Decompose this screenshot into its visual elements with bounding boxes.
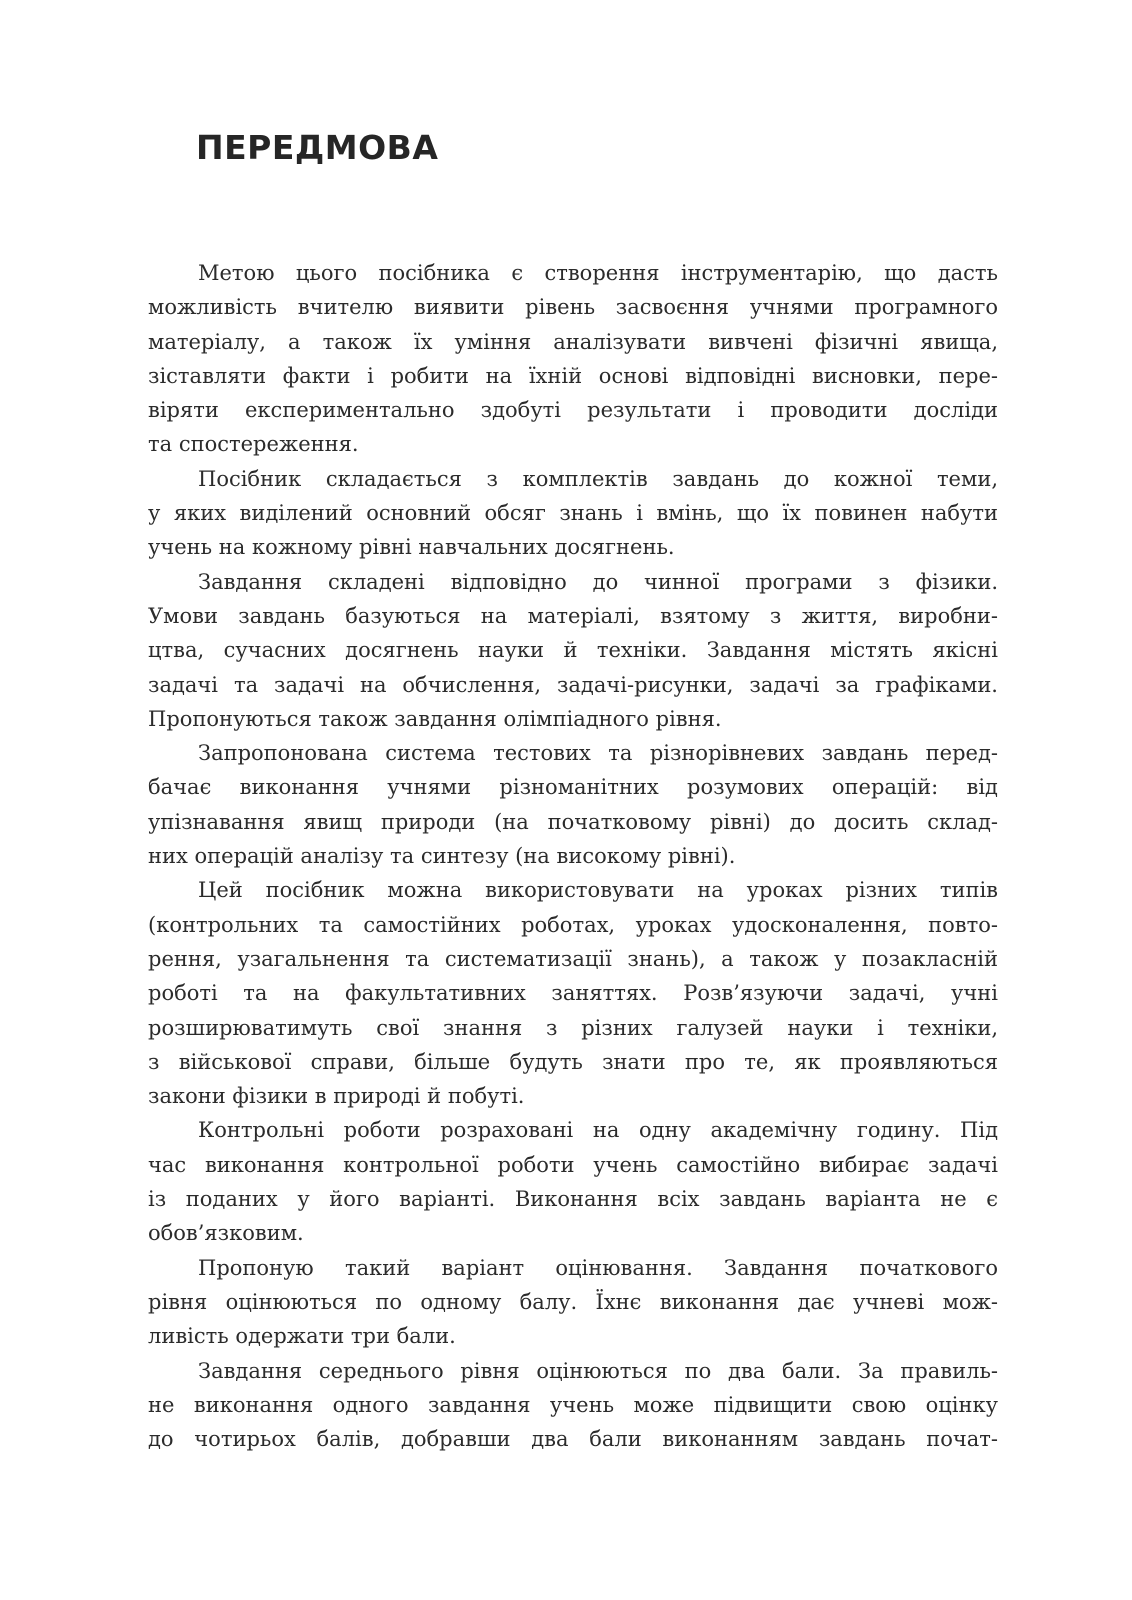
paragraph — [148, 1113, 998, 1250]
paragraph-line: (контрольних та самостійних роботах, уроках удосконалення, повто- — [148, 912, 998, 937]
paragraph-line: обов’язковим. — [148, 1221, 304, 1246]
paragraph-line: Умови завдань базуються на матеріалі, взятому з життя, виробни- — [148, 603, 998, 628]
paragraph-line: роботі та на факультативних заняттях. Розв’язуючи задачі, учні — [148, 981, 998, 1006]
paragraph-line: ливість одержати три бали. — [148, 1324, 456, 1349]
paragraph-line: розширюватимуть свої знання з різних галузей науки і техніки, — [148, 1015, 998, 1040]
paragraph-line: упізнавання явищ природи (на початковому рівні) до досить склад- — [148, 809, 998, 834]
paragraph-line: Завдання складені відповідно до чинної програми з фізики. — [198, 569, 998, 594]
paragraph — [148, 1354, 998, 1457]
paragraph — [148, 873, 998, 1113]
paragraph-line: Завдання середнього рівня оцінюються по два бали. За правиль- — [198, 1358, 998, 1383]
paragraph-line: та спостереження. — [148, 432, 359, 457]
paragraph-line: учень на кожному рівні навчальних досягнень. — [148, 535, 675, 560]
paragraph-line: цтва, сучасних досягнень науки й техніки. Завдання містять якісні — [148, 638, 998, 663]
paragraph-line: рення, узагальнення та систематизації знань), а також у позакласній — [148, 946, 998, 971]
paragraph-line: Контрольні роботи розраховані на одну академічну годину. Під — [198, 1118, 998, 1143]
paragraph-line: Метою цього посібника є створення інструментарію, що дасть — [198, 261, 998, 285]
paragraph-line: не виконання одного завдання учень може підвищити свою оцінку — [148, 1392, 998, 1417]
page-title: ПЕРЕДМОВА — [196, 128, 439, 167]
paragraph-line: задачі та задачі на обчислення, задачі-рисунки, задачі за графіками. — [148, 672, 998, 697]
paragraph-line: віряти експериментально здобуті результати і проводити досліди — [148, 398, 998, 423]
paragraph-line: рівня оцінюються по одному балу. Їхнє виконання дає учневі мож- — [148, 1289, 998, 1314]
paragraph — [148, 565, 998, 736]
paragraph-line: Запропонована система тестових та різнорівневих завдань перед- — [198, 741, 998, 766]
paragraph — [148, 462, 998, 565]
body-text — [148, 256, 998, 1456]
paragraph-line: у яких виділений основний обсяг знань і вмінь, що їх повинен набути — [148, 501, 998, 526]
paragraph — [148, 736, 998, 873]
paragraph — [148, 256, 998, 462]
paragraph-line: Посібник складається з комплектів завдань до кожної теми, — [198, 466, 998, 491]
paragraph-line: Цей посібник можна використовувати на уроках різних типів — [198, 878, 998, 903]
paragraph — [148, 1251, 998, 1354]
paragraph-line: Пропоную такий варіант оцінювання. Завдання початкового — [198, 1255, 998, 1280]
paragraph-line: зіставляти факти і робити на їхній основі відповідні висновки, пере- — [148, 363, 998, 388]
paragraph-line: закони фізики в природі й побуті. — [148, 1084, 525, 1109]
paragraph-line: з військової справи, більше будуть знати про те, як проявляються — [148, 1049, 998, 1074]
paragraph-line: бачає виконання учнями різноманітних розумових операцій: від — [148, 775, 998, 800]
paragraph-line: час виконання контрольної роботи учень самостійно вибирає задачі — [148, 1152, 998, 1177]
paragraph-line: до чотирьох балів, добравши два бали виконанням завдань почат- — [148, 1427, 998, 1452]
paragraph-line: Пропонуються також завдання олімпіадного рівня. — [148, 706, 722, 731]
paragraph-line: матеріалу, а також їх уміння аналізувати вивчені фізичні явища, — [148, 329, 998, 354]
paragraph-line: можливість вчителю виявити рівень засвоєння учнями програмного — [148, 295, 998, 320]
paragraph-line: них операцій аналізу та синтезу (на високому рівні). — [148, 844, 736, 869]
paragraph-line: із поданих у його варіанті. Виконання всіх завдань варіанта не є — [148, 1187, 998, 1212]
